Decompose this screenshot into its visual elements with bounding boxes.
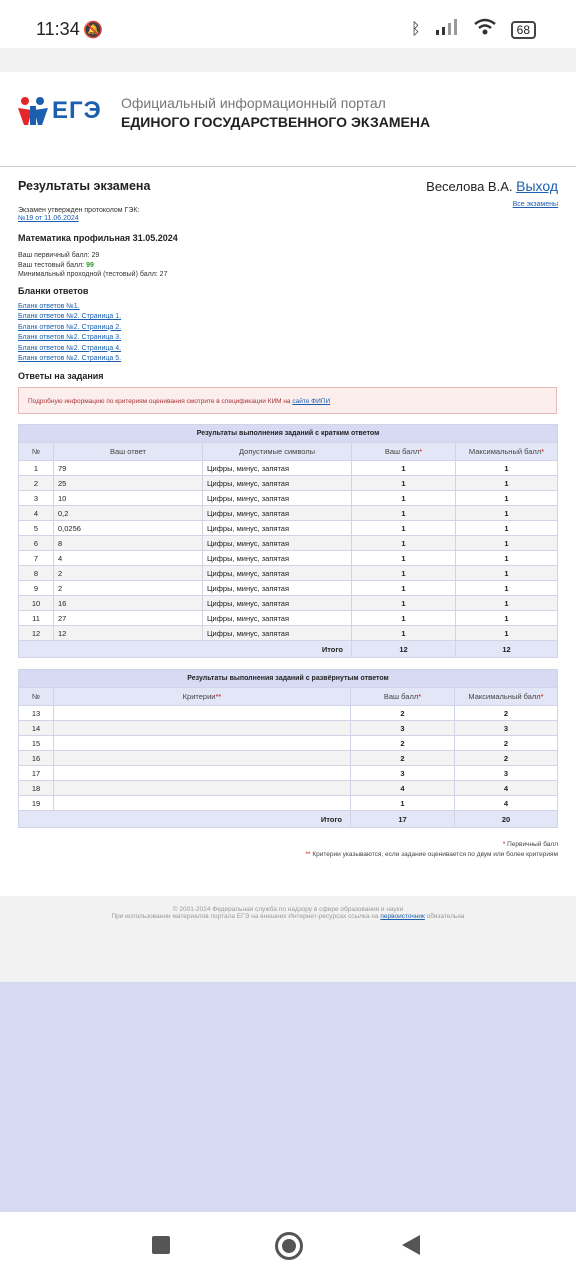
table-row — [19, 781, 558, 796]
min-score: Минимальный проходной (тестовый) балл: 27 — [18, 271, 168, 278]
blank-link[interactable]: Бланк ответов №2. Страница 2. — [18, 323, 122, 331]
cell-max-score: 1 — [456, 551, 558, 566]
cell-score: 1 — [351, 796, 455, 811]
table-title: Результаты выполнения заданий с развёрнутым ответом — [19, 670, 558, 688]
extended-answer-table — [18, 669, 558, 828]
protocol-block — [18, 207, 139, 224]
col-header: № — [19, 688, 54, 706]
table-row — [19, 736, 558, 751]
table-header-row — [19, 443, 558, 461]
footnotes — [306, 840, 559, 860]
user-info — [426, 178, 558, 194]
cell-score: 2 — [351, 706, 455, 721]
footer-note — [0, 913, 576, 920]
blank-link[interactable]: Бланк ответов №1. — [18, 303, 80, 310]
table-row — [19, 536, 558, 551]
cell-max-score: 3 — [455, 721, 558, 736]
blank-link[interactable]: Бланк ответов №2. Страница 1. — [18, 313, 122, 321]
cell-number: 17 — [19, 766, 54, 781]
page-title: Результаты экзамена — [18, 179, 151, 193]
cell-max-score: 2 — [455, 706, 558, 721]
cell-allowed-symbols: Цифры, минус, запятая — [203, 626, 352, 641]
all-exams-link[interactable]: Все экзамены — [512, 201, 558, 208]
portal-subtitle: Официальный информационный портал — [121, 95, 386, 111]
criteria-notice — [18, 387, 557, 414]
table-row — [19, 751, 558, 766]
cell-number: 1 — [19, 461, 54, 476]
table-row — [19, 706, 558, 721]
cell-max-score: 1 — [456, 626, 558, 641]
footnote-2: ** Критерии указываются, если задание оценивается по двум или более критериям — [305, 851, 558, 858]
user-name: Веселова В.А. — [426, 179, 513, 194]
cell-score: 1 — [352, 506, 456, 521]
total-row — [19, 641, 558, 658]
cell-criteria — [54, 736, 351, 751]
col-header-text: Ваш балл — [384, 447, 420, 456]
cell-allowed-symbols: Цифры, минус, запятая — [203, 521, 352, 536]
cell-number: 15 — [19, 736, 54, 751]
site-header — [0, 72, 576, 167]
total-label: Итого — [19, 641, 352, 658]
table-row — [19, 721, 558, 736]
portal-title: ЕДИНОГО ГОСУДАРСТВЕННОГО ЭКЗАМЕНА — [121, 114, 431, 130]
cell-max-score: 1 — [456, 596, 558, 611]
cell-number: 19 — [19, 796, 54, 811]
test-score-label: Ваш тестовый балл: — [18, 261, 85, 269]
table-title: Результаты выполнения заданий с кратким ответом — [19, 425, 558, 443]
cell-max-score: 1 — [456, 461, 558, 476]
col-header: Максимальный балл* — [456, 443, 558, 461]
cell-score: 1 — [352, 626, 456, 641]
exam-title: Математика профильная 31.05.2024 — [18, 233, 178, 243]
cell-answer: 0,2 — [54, 506, 203, 521]
table-header-row — [19, 688, 558, 706]
signal-icon — [435, 19, 459, 40]
mute-icon: 🔕 — [83, 22, 103, 39]
cell-max-score: 4 — [455, 781, 558, 796]
blanks-list — [18, 302, 121, 364]
cell-score: 1 — [352, 491, 456, 506]
cell-allowed-symbols: Цифры, минус, запятая — [203, 536, 352, 551]
test-score — [18, 261, 167, 271]
cell-score: 1 — [352, 551, 456, 566]
cell-allowed-symbols: Цифры, минус, запятая — [203, 551, 352, 566]
total-max: 20 — [455, 811, 558, 828]
total-score: 12 — [352, 641, 456, 658]
table-row — [19, 581, 558, 596]
cell-number: 2 — [19, 476, 54, 491]
total-score: 17 — [351, 811, 455, 828]
table-row — [19, 766, 558, 781]
col-header-text: Ваш балл — [383, 692, 419, 701]
cell-score: 2 — [351, 736, 455, 751]
cell-number: 10 — [19, 596, 54, 611]
cell-number: 16 — [19, 751, 54, 766]
cell-score: 1 — [352, 611, 456, 626]
bluetooth-icon: ᛒ — [411, 20, 421, 38]
table-row — [19, 796, 558, 811]
cell-number: 8 — [19, 566, 54, 581]
cell-number: 9 — [19, 581, 54, 596]
cell-max-score: 1 — [456, 506, 558, 521]
table-row — [19, 611, 558, 626]
cell-criteria — [54, 751, 351, 766]
cell-allowed-symbols: Цифры, минус, запятая — [203, 596, 352, 611]
primary-score: Ваш первичный балл: 29 — [18, 252, 100, 259]
cell-answer: 0,0256 — [54, 521, 203, 536]
col-header: Максимальный балл* — [455, 688, 558, 706]
test-score-value: 99 — [86, 261, 94, 269]
cell-score: 1 — [352, 581, 456, 596]
col-header: Ваш ответ — [54, 443, 203, 461]
answers-title: Ответы на задания — [18, 371, 104, 381]
table-row — [19, 626, 558, 641]
blank-link[interactable]: Бланк ответов №2. Страница 5. — [18, 355, 122, 363]
cell-answer: 79 — [54, 461, 203, 476]
status-time: 11:34 — [36, 19, 80, 39]
cell-max-score: 1 — [456, 521, 558, 536]
table-row — [19, 596, 558, 611]
cell-max-score: 2 — [455, 751, 558, 766]
cell-number: 11 — [19, 611, 54, 626]
total-max: 12 — [456, 641, 558, 658]
cell-score: 4 — [351, 781, 455, 796]
cell-max-score: 1 — [456, 611, 558, 626]
cell-max-score: 1 — [456, 566, 558, 581]
logo-figure-icon — [16, 96, 50, 126]
navigation-bar — [0, 1212, 576, 1280]
cell-number: 13 — [19, 706, 54, 721]
battery-icon: 68 — [511, 21, 536, 39]
cell-allowed-symbols: Цифры, минус, запятая — [203, 581, 352, 596]
cell-answer: 16 — [54, 596, 203, 611]
col-header-text: Критерии — [182, 692, 216, 701]
logo-text: ЕГЭ — [52, 97, 102, 124]
cell-score: 3 — [351, 721, 455, 736]
cell-allowed-symbols: Цифры, минус, запятая — [203, 566, 352, 581]
cell-number: 7 — [19, 551, 54, 566]
logout-link[interactable]: Выход — [516, 178, 558, 194]
table-row — [19, 551, 558, 566]
col-header: Ваш балл* — [351, 688, 455, 706]
cell-allowed-symbols: Цифры, минус, запятая — [203, 491, 352, 506]
blank-link[interactable]: Бланк ответов №2. Страница 3. — [18, 334, 122, 342]
cell-allowed-symbols: Цифры, минус, запятая — [203, 506, 352, 521]
total-label: Итого — [19, 811, 351, 828]
cell-max-score: 3 — [455, 766, 558, 781]
scores-block — [18, 251, 167, 280]
notice-text: Подробную информацию по критериям оценивания смотрите в спецификации КИМ на — [28, 398, 293, 405]
cell-number: 14 — [19, 721, 54, 736]
cell-score: 1 — [352, 521, 456, 536]
col-header: № — [19, 443, 54, 461]
table-row — [19, 491, 558, 506]
cell-number: 4 — [19, 506, 54, 521]
table-row — [19, 521, 558, 536]
table-row — [19, 476, 558, 491]
cell-max-score: 2 — [455, 736, 558, 751]
cell-score: 1 — [352, 596, 456, 611]
col-header: Допустимые символы — [203, 443, 352, 461]
cell-score: 2 — [351, 751, 455, 766]
cell-answer: 25 — [54, 476, 203, 491]
cell-score: 1 — [352, 536, 456, 551]
footer-note-end: обязательна — [424, 913, 465, 920]
fipi-link[interactable]: сайте ФИПИ — [292, 398, 331, 405]
cell-answer: 4 — [54, 551, 203, 566]
cell-answer: 2 — [54, 566, 203, 581]
cell-answer: 12 — [54, 626, 203, 641]
cell-criteria — [54, 706, 351, 721]
cell-allowed-symbols: Цифры, минус, запятая — [203, 611, 352, 626]
col-header-text: Максимальный балл — [468, 692, 541, 701]
cell-answer: 27 — [54, 611, 203, 626]
protocol-link[interactable]: №19 от 11.06.2024 — [18, 215, 79, 222]
cell-answer: 10 — [54, 491, 203, 506]
cell-criteria — [54, 766, 351, 781]
cell-score: 1 — [352, 461, 456, 476]
footnote-1: * Первичный балл — [502, 841, 558, 848]
source-link[interactable]: первоисточник — [380, 913, 425, 920]
blank-link[interactable]: Бланк ответов №2. Страница 4. — [18, 344, 122, 352]
cell-criteria — [54, 721, 351, 736]
cell-max-score: 1 — [456, 491, 558, 506]
footnote-1-text: Первичный балл — [507, 841, 558, 848]
cell-answer: 8 — [54, 536, 203, 551]
page-top-band — [0, 48, 576, 72]
recents-icon[interactable] — [152, 1236, 170, 1254]
cell-max-score: 1 — [456, 581, 558, 596]
cell-number: 6 — [19, 536, 54, 551]
blanks-title: Бланки ответов — [18, 286, 89, 296]
cell-number: 3 — [19, 491, 54, 506]
col-header: Критерии** — [54, 688, 351, 706]
cell-score: 1 — [352, 566, 456, 581]
back-icon[interactable] — [402, 1235, 420, 1255]
table-row — [19, 461, 558, 476]
table-row — [19, 566, 558, 581]
total-row — [19, 811, 558, 828]
footer-note-text: При использовании материалов портала ЕГЭ на внешних Интернет-ресурсах ссылка на — [111, 913, 381, 920]
footnote-2-text: Критерии указываются, если задание оценивается по двум или более критериям — [312, 851, 558, 858]
cell-number: 5 — [19, 521, 54, 536]
cell-max-score: 1 — [456, 476, 558, 491]
home-icon[interactable] — [275, 1232, 303, 1260]
cell-score: 3 — [351, 766, 455, 781]
cell-answer: 2 — [54, 581, 203, 596]
table-row — [19, 506, 558, 521]
short-answer-table — [18, 424, 558, 658]
cell-max-score: 4 — [455, 796, 558, 811]
cell-allowed-symbols: Цифры, минус, запятая — [203, 461, 352, 476]
cell-number: 18 — [19, 781, 54, 796]
cell-criteria — [54, 796, 351, 811]
ege-logo[interactable] — [16, 96, 102, 126]
site-footer — [0, 896, 576, 982]
copyright: © 2001-2024 Федеральная служба по надзору в сфере образования и науки — [172, 906, 404, 913]
protocol-label: Экзамен утвержден протоколом ГЭК: — [18, 207, 140, 214]
wifi-icon — [473, 18, 497, 41]
col-header-text: Максимальный балл — [468, 447, 542, 456]
cell-max-score: 1 — [456, 536, 558, 551]
cell-number: 12 — [19, 626, 54, 641]
col-header: Ваш балл* — [352, 443, 456, 461]
page — [0, 72, 576, 977]
cell-score: 1 — [352, 476, 456, 491]
cell-allowed-symbols: Цифры, минус, запятая — [203, 476, 352, 491]
cell-criteria — [54, 781, 351, 796]
